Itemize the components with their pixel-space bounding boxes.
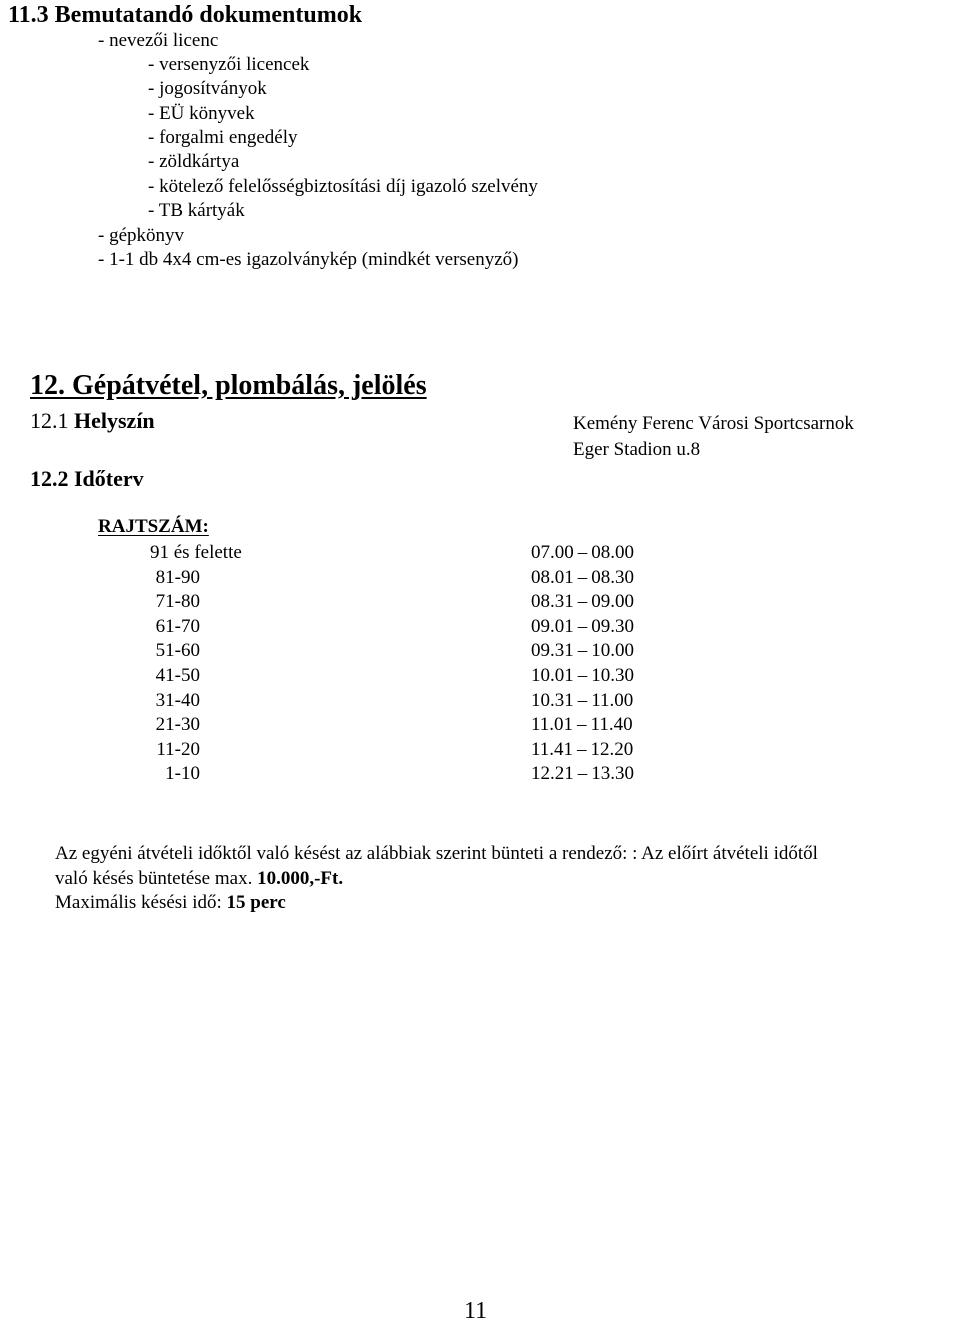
schedule-time-to: 11.40 — [590, 714, 633, 735]
schedule-time-dash: – — [577, 763, 588, 784]
schedule-time-dash: – — [577, 714, 587, 735]
doc-item-forgalmi-engedely: - forgalmi engedély — [148, 127, 298, 148]
schedule-row-range: 61-70 — [155, 616, 200, 637]
doc-item-nevezoi-licenc: - nevezői licenc — [98, 30, 219, 51]
schedule-time-from: 11.01 — [531, 714, 574, 735]
schedule-row-time — [531, 591, 634, 613]
doc-item-igazolvanykep: - 1-1 db 4x4 cm-es igazolványkép (mindkét versenyző) — [98, 249, 519, 270]
schedule-time-from: 07.00 — [531, 542, 574, 563]
schedule-time-dash: – — [577, 665, 588, 686]
penalty-line-2-text: való késés büntetése max. — [55, 868, 258, 889]
schedule-time-dash: – — [577, 739, 587, 760]
schedule-time-to: 09.00 — [591, 591, 634, 612]
schedule-row-time — [531, 616, 634, 638]
schedule-time-from: 09.31 — [531, 640, 574, 661]
penalty-max-fine: 10.000,-Ft. — [257, 868, 344, 889]
schedule-row-range: 1-10 — [165, 763, 200, 784]
schedule-row-range: 21-30 — [155, 714, 200, 735]
schedule-time-to: 11.00 — [591, 690, 634, 711]
schedule-row-range: 11-20 — [156, 739, 200, 760]
subsection-12-2 — [30, 466, 144, 492]
schedule-time-from: 08.01 — [531, 567, 574, 588]
schedule-time-dash: – — [577, 591, 588, 612]
schedule-row-range: 41-50 — [155, 665, 200, 686]
subsection-12-1 — [30, 408, 155, 434]
schedule-time-to: 08.30 — [591, 567, 634, 588]
schedule-row-time — [531, 665, 634, 687]
location-address: Eger Stadion u.8 — [573, 439, 701, 460]
schedule-time-to: 12.20 — [590, 739, 634, 760]
doc-item-tb-kartyak: - TB kártyák — [148, 200, 245, 221]
schedule-time-from: 10.01 — [531, 665, 574, 686]
schedule-row-time — [531, 739, 633, 761]
subsection-12-2-label: Időterv — [74, 466, 144, 491]
schedule-header: RAJTSZÁM: — [98, 516, 209, 537]
schedule-row-range: 51-60 — [155, 640, 200, 661]
schedule-time-dash: – — [577, 616, 588, 637]
schedule-row-time — [531, 714, 633, 736]
schedule-row-time — [531, 567, 634, 589]
schedule-row-time — [531, 640, 634, 662]
location-venue: Kemény Ferenc Városi Sportcsarnok — [573, 413, 854, 434]
schedule-row-range: 91 és felette — [150, 542, 242, 563]
section-12-title: 12. Gépátvétel, plombálás, jelölés — [30, 370, 427, 401]
schedule-time-from: 09.01 — [531, 616, 574, 637]
penalty-line-2 — [55, 868, 343, 890]
schedule-row-time — [531, 690, 633, 712]
doc-item-zoldkartya: - zöldkártya — [148, 151, 240, 172]
schedule-time-to: 10.00 — [591, 640, 634, 661]
schedule-time-to: 08.00 — [591, 542, 634, 563]
doc-item-jogositvanyok: - jogosítványok — [148, 78, 267, 99]
doc-item-gepkonyv: - gépkönyv — [98, 225, 185, 246]
schedule-time-dash: – — [577, 567, 588, 588]
schedule-time-from: 11.41 — [531, 739, 574, 760]
schedule-time-dash: – — [577, 640, 588, 661]
subsection-12-2-number: 12.2 — [30, 466, 69, 491]
doc-item-kotelezo-biztositas: - kötelező felelősségbiztosítási díj igazoló szelvény — [148, 176, 538, 197]
schedule-row-range: 31-40 — [155, 690, 200, 711]
schedule-time-to: 13.30 — [591, 763, 634, 784]
page-number: 11 — [464, 1298, 488, 1324]
schedule-row-range: 81-90 — [155, 567, 200, 588]
penalty-max-delay: 15 perc — [226, 892, 286, 913]
schedule-time-dash: – — [577, 690, 588, 711]
schedule-time-dash: – — [577, 542, 588, 563]
doc-item-eu-konyvek: - EÜ könyvek — [148, 103, 255, 124]
schedule-time-from: 08.31 — [531, 591, 574, 612]
subsection-12-1-number: 12.1 — [30, 408, 69, 433]
schedule-row-time — [531, 542, 634, 564]
penalty-line-3-text: Maximális késési idő: — [55, 892, 227, 913]
schedule-time-to: 09.30 — [591, 616, 634, 637]
penalty-line-3 — [55, 892, 286, 914]
subsection-12-1-label: Helyszín — [74, 408, 155, 433]
schedule-row-range: 71-80 — [155, 591, 200, 612]
section-11-3-title: 11.3 Bemutatandó dokumentumok — [8, 2, 363, 28]
schedule-time-from: 12.21 — [531, 763, 574, 784]
penalty-line-1: Az egyéni átvételi időktől való késést az alábbiak szerint bünteti a rendező: : Az előírt átvételi időtől — [55, 843, 818, 864]
doc-item-versenyzoi-licencek: - versenyzői licencek — [148, 54, 310, 75]
schedule-time-to: 10.30 — [591, 665, 634, 686]
schedule-row-time — [531, 763, 634, 785]
schedule-time-from: 10.31 — [531, 690, 574, 711]
